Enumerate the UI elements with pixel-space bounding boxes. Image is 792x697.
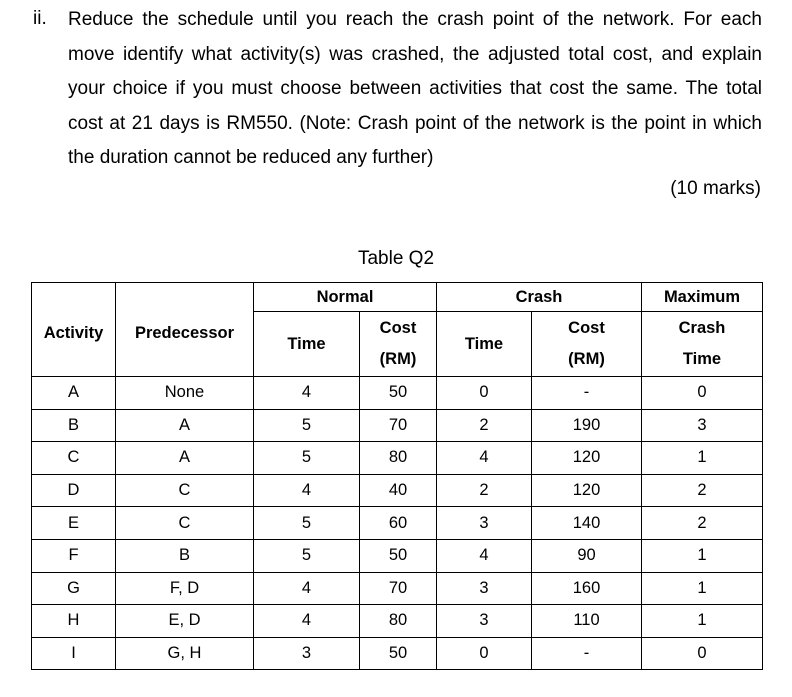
cell-crash-time: 0 [437,377,532,410]
cell-max-crash-time: 0 [642,377,763,410]
cell-predecessor: F, D [116,572,254,605]
table-row [32,474,763,507]
cell-crash-cost: - [532,637,642,670]
question-number: ii. [33,8,47,29]
cell-predecessor: None [116,377,254,410]
question-marks: (10 marks) [670,178,761,199]
cell-max-crash-time: 1 [642,539,763,572]
cell-crash-time: 2 [437,409,532,442]
header-activity: Activity [32,283,116,377]
cell-max-crash-time: 0 [642,637,763,670]
cell-activity: I [32,637,116,670]
cell-activity: B [32,409,116,442]
cell-normal-time: 4 [254,474,360,507]
cell-activity: A [32,377,116,410]
header-normal-cost-line1: Cost [379,319,417,337]
cell-normal-time: 4 [254,605,360,638]
cell-crash-cost: 120 [532,442,642,475]
question-text: Reduce the schedule until you reach the crash point of the network. For each move identify what activity(s) was crashed, the adjusted total cost, and explain your choice if you must choose between activities that cost the same. The total cost at 21 days is RM550. (Note: Crash point of the network is the point in which the duration cannot be reduced any further) [68,9,762,168]
cell-predecessor: B [116,539,254,572]
cell-max-crash-time: 3 [642,409,763,442]
cell-crash-cost: 110 [532,605,642,638]
cell-max-crash-time: 1 [642,442,763,475]
cell-crash-time: 3 [437,507,532,540]
cell-normal-time: 3 [254,637,360,670]
cell-predecessor: A [116,409,254,442]
header-normal: Normal [254,283,437,312]
cell-normal-cost: 80 [360,442,437,475]
cell-predecessor: C [116,507,254,540]
cell-normal-time: 5 [254,442,360,475]
cell-predecessor: A [116,442,254,475]
cell-normal-cost: 50 [360,637,437,670]
cell-activity: E [32,507,116,540]
cell-crash-time: 3 [437,605,532,638]
cell-normal-time: 4 [254,572,360,605]
cell-activity: F [32,539,116,572]
cell-normal-time: 4 [254,377,360,410]
cell-crash-cost: 90 [532,539,642,572]
cell-predecessor: C [116,474,254,507]
crash-table [31,282,763,670]
cell-crash-time: 3 [437,572,532,605]
cell-normal-time: 5 [254,507,360,540]
header-normal-cost [360,312,437,377]
table-row [32,442,763,475]
header-crash-cost-line1: Cost [568,319,605,337]
table-row [32,377,763,410]
table-row [32,539,763,572]
cell-normal-cost: 50 [360,377,437,410]
table-row [32,409,763,442]
table-row [32,637,763,670]
cell-normal-time: 5 [254,539,360,572]
table-row [32,572,763,605]
cell-crash-cost: - [532,377,642,410]
header-crash: Crash [437,283,642,312]
cell-crash-cost: 120 [532,474,642,507]
cell-activity: D [32,474,116,507]
cell-crash-time: 4 [437,442,532,475]
cell-crash-cost: 140 [532,507,642,540]
cell-crash-time: 2 [437,474,532,507]
cell-activity: C [32,442,116,475]
cell-max-crash-time: 2 [642,507,763,540]
cell-normal-cost: 40 [360,474,437,507]
cell-normal-cost: 50 [360,539,437,572]
cell-activity: G [32,572,116,605]
cell-normal-time: 5 [254,409,360,442]
table-row [32,605,763,638]
header-normal-cost-line2: (RM) [379,350,417,368]
cell-crash-cost: 190 [532,409,642,442]
cell-normal-cost: 80 [360,605,437,638]
cell-crash-time: 0 [437,637,532,670]
cell-max-crash-time: 1 [642,605,763,638]
header-max-line3: Time [682,350,722,368]
header-max-crash-time [642,312,763,377]
table-caption: Table Q2 [357,248,435,269]
header-maximum: Maximum [642,283,763,312]
cell-normal-cost: 70 [360,572,437,605]
cell-predecessor: E, D [116,605,254,638]
header-crash-cost-line2: (RM) [568,350,605,368]
cell-max-crash-time: 2 [642,474,763,507]
cell-predecessor: G, H [116,637,254,670]
cell-normal-cost: 60 [360,507,437,540]
header-normal-time: Time [254,312,360,377]
cell-activity: H [32,605,116,638]
cell-crash-cost: 160 [532,572,642,605]
cell-max-crash-time: 1 [642,572,763,605]
table-row [32,507,763,540]
cell-crash-time: 4 [437,539,532,572]
header-predecessor: Predecessor [116,283,254,377]
header-crash-time: Time [437,312,532,377]
header-crash-cost [532,312,642,377]
header-max-line2: Crash [678,319,726,337]
cell-normal-cost: 70 [360,409,437,442]
